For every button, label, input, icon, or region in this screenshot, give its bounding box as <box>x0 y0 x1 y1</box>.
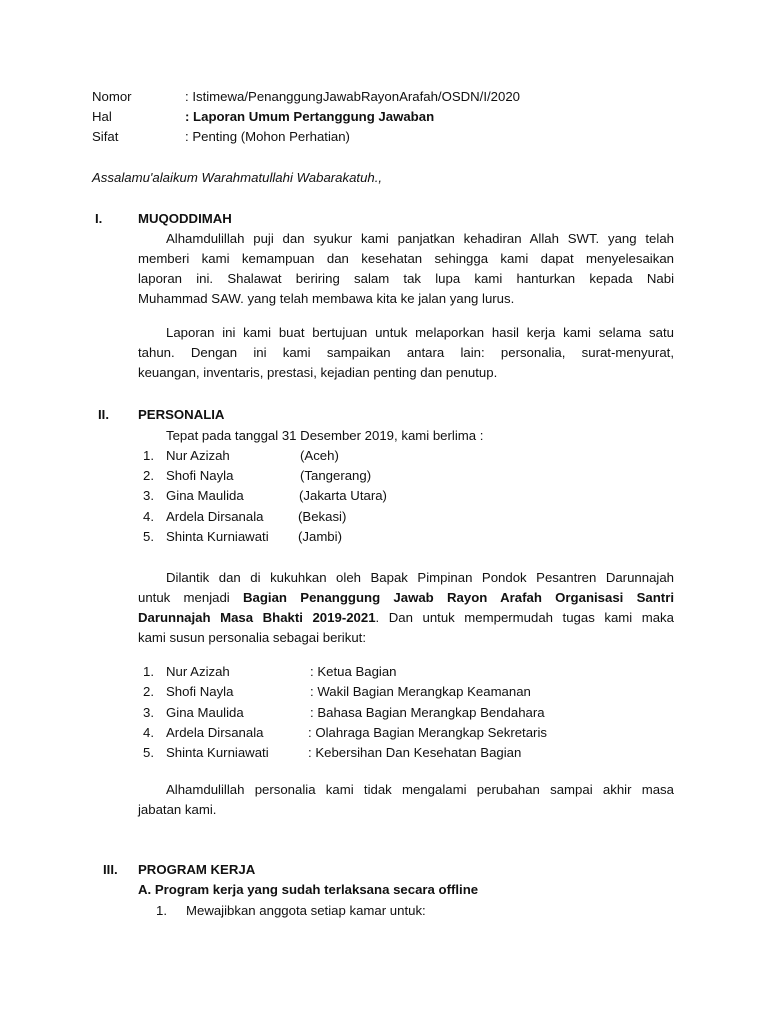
member-role: : Olahraga Bagian Merangkap Sekretaris <box>308 725 547 740</box>
member-role: : Wakil Bagian Merangkap Keamanan <box>310 684 531 699</box>
personalia-intro: Tepat pada tanggal 31 Desember 2019, kami berlima : <box>166 428 484 443</box>
list-number: 5. <box>143 745 154 760</box>
member-origin: (Aceh) <box>300 448 339 463</box>
list-number: 3. <box>143 488 154 503</box>
muqoddimah-paragraph-1 <box>138 229 674 309</box>
section-2-numeral: II. <box>98 407 109 422</box>
member-role: : Kebersihan Dan Kesehatan Bagian <box>308 745 522 760</box>
member-origin: (Jambi) <box>298 529 342 544</box>
dilantik-paragraph <box>138 568 674 648</box>
text-run: untuk menjadi <box>138 590 244 605</box>
list-number: 4. <box>143 725 154 740</box>
member-name: Gina Maulida <box>166 705 244 720</box>
subsection-a-title: A. Program kerja yang sudah terlaksana secara offline <box>138 882 479 897</box>
section-3-numeral: III. <box>103 862 118 877</box>
list-number: 3. <box>143 705 154 720</box>
closing-paragraph <box>138 780 674 820</box>
paragraph-line: Muhammad SAW. yang telah membawa kita ke jalan yang lurus. <box>138 291 515 306</box>
bold-run: Bagian Penanggung Jawab Rayon Arafah Organisasi Santri <box>243 590 674 605</box>
member-name: Ardela Dirsanala <box>166 725 264 740</box>
muqoddimah-paragraph-2 <box>138 323 674 383</box>
member-name: Ardela Dirsanala <box>166 509 264 524</box>
member-name: Shofi Nayla <box>166 684 234 699</box>
paragraph-line: memberi kami kemampuan dan kesehatan sehingga kami dapat menyelesaikan <box>138 251 674 266</box>
section-1-numeral: I. <box>95 211 103 226</box>
hal-label: Hal <box>92 109 112 124</box>
member-name: Shofi Nayla <box>166 468 234 483</box>
paragraph-line: keuangan, inventaris, prestasi, kejadian penting dan penutup. <box>138 365 498 380</box>
section-3-title: PROGRAM KERJA <box>138 862 256 877</box>
program-item-1: Mewajibkan anggota setiap kamar untuk: <box>186 903 426 918</box>
sifat-label: Sifat <box>92 129 119 144</box>
list-number: 2. <box>143 468 154 483</box>
list-number: 2. <box>143 684 154 699</box>
member-role: : Bahasa Bagian Merangkap Bendahara <box>310 705 545 720</box>
paragraph-line: laporan ini. Shalawat beriring salam tak lupa kami hanturkan kepada Nabi <box>138 271 674 286</box>
paragraph-line: jabatan kami. <box>138 802 217 817</box>
paragraph-line <box>138 608 674 628</box>
section-2-title: PERSONALIA <box>138 407 225 422</box>
member-origin: (Tangerang) <box>300 468 372 483</box>
paragraph-line: Alhamdulillah puji dan syukur kami panjatkan kehadiran Allah SWT. yang telah <box>166 231 674 246</box>
paragraph-line <box>138 588 674 608</box>
member-name: Nur Azizah <box>166 448 230 463</box>
nomor-label: Nomor <box>92 89 132 104</box>
member-name: Shinta Kurniawati <box>166 745 269 760</box>
greeting: Assalamu'alaikum Warahmatullahi Wabarakatuh., <box>92 170 383 185</box>
list-number: 1. <box>156 903 167 918</box>
section-1-title: MUQODDIMAH <box>138 211 232 226</box>
member-role: : Ketua Bagian <box>310 664 397 679</box>
paragraph-line: tahun. Dengan ini kami sampaikan antara lain: personalia, surat-menyurat, <box>138 345 674 360</box>
paragraph-line: kami susun personalia sebagai berikut: <box>138 630 366 645</box>
hal-value: : Laporan Umum Pertanggung Jawaban <box>185 109 435 124</box>
member-name: Nur Azizah <box>166 664 230 679</box>
list-number: 1. <box>143 664 154 679</box>
bold-run: Darunnajah Masa Bhakti 2019-2021 <box>138 610 376 625</box>
member-name: Gina Maulida <box>166 488 244 503</box>
list-number: 4. <box>143 509 154 524</box>
paragraph-line: Laporan ini kami buat bertujuan untuk melaporkan hasil kerja kami selama satu <box>166 325 674 340</box>
member-origin: (Jakarta Utara) <box>299 488 387 503</box>
sifat-value: : Penting (Mohon Perhatian) <box>185 129 350 144</box>
list-number: 5. <box>143 529 154 544</box>
paragraph-line: Alhamdulillah personalia kami tidak mengalami perubahan sampai akhir masa <box>166 782 674 797</box>
nomor-value: : Istimewa/PenanggungJawabRayonArafah/OSDN/I/2020 <box>185 89 521 104</box>
member-name: Shinta Kurniawati <box>166 529 269 544</box>
paragraph-line: Dilantik dan di kukuhkan oleh Bapak Pimpinan Pondok Pesantren Darunnajah <box>166 570 674 585</box>
member-origin: (Bekasi) <box>298 509 347 524</box>
text-run: . Dan untuk mempermudah tugas kami maka <box>375 610 674 625</box>
list-number: 1. <box>143 448 154 463</box>
